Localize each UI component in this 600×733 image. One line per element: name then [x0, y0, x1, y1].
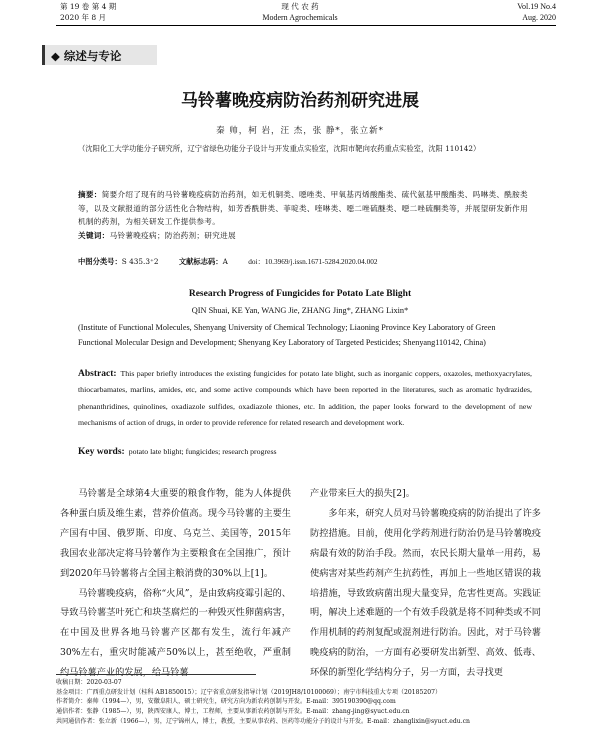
journal-name-cn: 现 代 农 药: [281, 2, 319, 11]
classification-line: [78, 257, 530, 267]
article-title-en: Research Progress of Fungicides for Potato Late Blight: [188, 289, 412, 299]
body-right-column: [310, 484, 541, 683]
clc-label: 中图分类号：: [78, 257, 122, 266]
doi-link[interactable]: doi：10.3969/j.issn.1671-5284.2020.04.002: [248, 257, 378, 266]
section-tag: [42, 45, 157, 65]
keywords-en: potato late blight; fungicides; research progress: [128, 447, 277, 456]
diamond-icon: ◆: [51, 49, 60, 63]
doc-code-label: 文献标志码：: [178, 257, 223, 266]
authors-en: QIN Shuai, KE Yan, WANG Jie, ZHANG Jing*, ZHANG Lixin*: [191, 306, 409, 315]
abstract-cn: [78, 188, 530, 242]
abstract-en-label: Abstract:: [78, 369, 117, 379]
affiliation-en: (Institute of Functional Molecules, Shenyang University of Chemical Technology; Liaoning Province Key Laboratory of Green Functional Molecular Design and Development; Shenyang Key Laboratory of Targeted Pesticides; Shenyang110142, China): [78, 323, 496, 348]
abstract-en: [78, 366, 532, 431]
issue-date-en: Aug. 2020: [522, 13, 556, 22]
received-date: 收稿日期：2020-03-07: [56, 679, 122, 686]
clc-code: S 435.3⁺2: [121, 257, 159, 266]
abstract-cn-label: 摘要：: [78, 190, 102, 199]
body-paragraph: 产业带来巨大的损失[2]。: [310, 488, 415, 499]
journal-date: 2020 年 8 月: [60, 13, 107, 22]
fund-info: 基金项目：广西重点研发计划（桂科 AB1850015）；辽宁省重点研发指导计划（2019JH8/10100069）；南宁市科技重大专项（20185207）: [56, 688, 442, 696]
keywords-en-block: [78, 447, 532, 457]
footnote-rule: [56, 674, 256, 675]
article-title-cn: 马铃薯晚疫病防治药剂研究进展: [181, 91, 419, 111]
journal-issue: 第 19 卷 第 4 期: [60, 2, 117, 11]
keywords-en-label: Key words:: [78, 447, 125, 457]
keywords-cn: 马铃薯晚疫病；防治药剂；研究进展: [109, 230, 236, 240]
body-left-column: [60, 484, 291, 683]
section-label: 综述与专论: [63, 49, 122, 63]
keywords-cn-label: 关键词：: [78, 230, 110, 240]
authors-cn: 秦 帅，柯 岩，汪 杰，张 静*，张立新*: [216, 126, 384, 136]
body-paragraph: 马铃薯晚疫病，俗称“火风”，是由致病疫霉引起的、导致马铃薯茎叶死亡和块茎腐烂的一种毁灭性卵菌病害，在中国及世界各地马铃薯产区都有发生，流行年减产30%左右，重灾时能减产50%以上，甚至绝收，严重制约马铃薯产业的发展，给马铃薯: [60, 587, 291, 679]
footnotes: [56, 678, 556, 727]
corresponding-author: 通信作者：张静（1985—），男，陕西安康人，博士，工程师，主要从事新农药创制与开发。E-mail：zhang-jing@syuct.edu.cn: [56, 708, 410, 716]
author-bio: 作者简介：秦帅（1994—），男，安徽阜阳人，硕士研究生，研究方向为新农药创制与开发。E-mail：395190390@qq.com: [56, 698, 396, 706]
header-rule: [56, 25, 556, 26]
abstract-en-text: This paper briefly introduces the existing fungicides for potato late blight, such as inorganic coppers, oxazoles, methoxyacrylates, thiocarbamates, marlins, amides, etc, and some active compounds which have been reported in the literatures, such as aromatic hydrazides, phenanthridines, quinolines, oxadiazole sulfides, oxadiazole thiones, etc. In addition, the paper looks forward to the development of new mechanisms of action of drugs, in order to provide reference for related research and development work.: [78, 369, 532, 427]
body-paragraph: 马铃薯是全球第4大重要的粮食作物，能为人体提供各种蛋白质及维生素，营养价值高。现今马铃薯的主要生产国有中国、俄罗斯、印度、乌克兰、美国等，2015年我国农业部决定将马铃薯作为主要粮食在全国推广，预计到2020年马铃薯将占全国主粮消费的30%以上[1]。: [60, 488, 291, 579]
abstract-cn-text: 简要介绍了现有的马铃薯晚疫病防治药剂，如无机铜类、噁唑类、甲氧基丙烯酸酯类、硫代氨基甲酸酯类、吗啉类、酰胺类等，以及文献报道的部分活性化合物结构，如芳香酰肼类、菲啶类、喹啉类、噁二唑硫醚类、噁二唑硫酮类等，并展望研发新作用机制的药剂，为相关研发工作提供参考。: [78, 190, 528, 226]
affiliation-cn: （沈阳化工大学功能分子研究所，辽宁省绿色功能分子设计与开发重点实验室，沈阳市靶向农药重点实验室，沈阳 110142）: [78, 144, 481, 153]
volume-number: Vol.19 No.4: [517, 2, 556, 11]
journal-name-en: Modern Agrochemicals: [262, 13, 338, 22]
body-paragraph: 多年来，研究人员对马铃薯晚疫病的防治提出了许多防控措施。目前，使用化学药剂进行防治仍是马铃薯晚疫病最有效的防治手段。然而，农民长期大量单一用药，易使病害对某些药剂产生抗药性，再加上一些地区错误的栽培措施，导致致病菌出现大量变异，危害性更高。实践证明，解决上述难题的一个有效手段就是将不同种类或不同作用机制的药剂复配或混剂进行防治。因此，对于马铃薯晚疫病的防治，一方面有必要研发出新型、高效、低毒、环保的新型化学结构分子，另一方面，去寻找更: [310, 507, 541, 679]
co-corresponding-author: 共同通信作者：张立新（1966—），男，辽宁锦州人，博士，教授，主要从事农药、医药等功能分子的设计与开发。E-mail：zhanglixin@syuct.edu.cn: [56, 717, 470, 725]
doc-code: A: [222, 257, 228, 266]
